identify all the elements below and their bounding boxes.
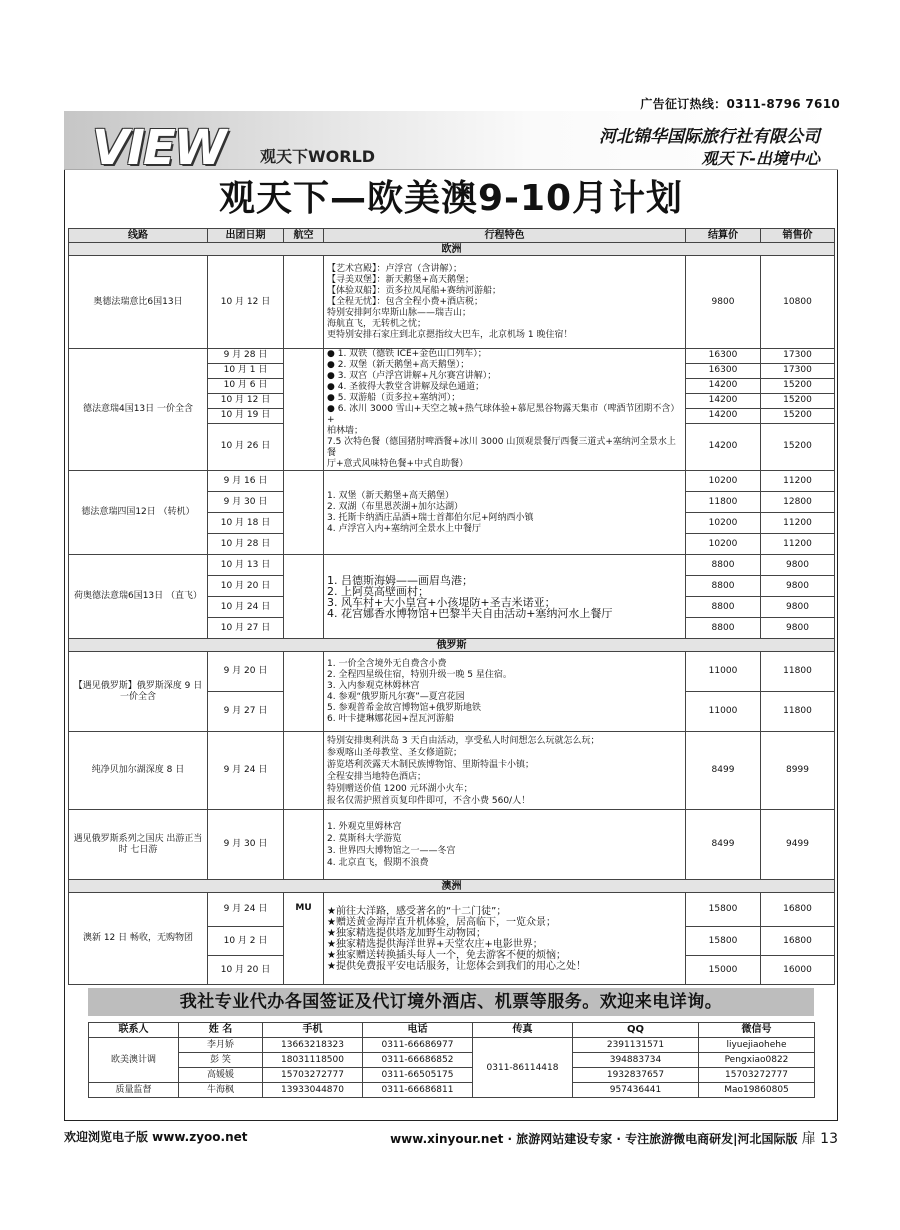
settle-price: 15800 (686, 927, 761, 956)
sale-price: 17300 (761, 349, 835, 364)
route-features: 1. 外观克里姆林宫 2. 莫斯科大学游览 3. 世界四大博物馆之一——冬宫 4. 北京直飞，假期不浪费 (324, 810, 686, 880)
sale-price: 12800 (761, 492, 835, 513)
settle-price: 8800 (686, 618, 761, 639)
tour-date: 9 月 27 日 (208, 692, 284, 732)
sale-price: 11200 (761, 513, 835, 534)
table-row (69, 732, 835, 810)
airline-cell (284, 256, 324, 349)
settle-price: 14200 (686, 378, 761, 393)
settle-price: 10200 (686, 534, 761, 555)
settle-price: 8800 (686, 597, 761, 618)
tour-date: 9 月 24 日 (208, 732, 284, 810)
route-features: ★前往大洋路，感受著名的“十二门徒”； ★赠送黄金海岸直升机体验，居高临下，一览众景； ★独家精选提供塔龙加野生动物园； ★独家精选提供海洋世界+天堂农庄+电影世界； ★独家赠送转换插头每人一个，免去游客不便的烦恼； ★提供免费报平安电话服务，让您体会到我们的用心之处！ (324, 893, 686, 985)
tour-date: 9 月 20 日 (208, 652, 284, 692)
contact-qq: 394883734 (573, 1053, 699, 1068)
sale-price: 11800 (761, 692, 835, 732)
contact-phone[interactable]: 0311-66686811 (363, 1083, 473, 1098)
footer-tagline-text[interactable]: www.xinyour.net · 旅游网站建设专家 · 专注旅游微电商研发|河北国际版 (390, 1132, 798, 1146)
airline-cell (284, 810, 324, 880)
settle-price: 14200 (686, 423, 761, 470)
sale-price: 9800 (761, 618, 835, 639)
airline-mu: MU (284, 893, 324, 985)
sale-price: 9800 (761, 555, 835, 576)
contact-name: 牛海枫 (179, 1083, 263, 1098)
tour-date: 10 月 24 日 (208, 597, 284, 618)
sale-price: 9800 (761, 576, 835, 597)
settle-price: 9800 (686, 256, 761, 349)
settle-price: 8499 (686, 810, 761, 880)
sale-price: 15200 (761, 378, 835, 393)
sale-price: 16000 (761, 956, 835, 985)
tour-date: 10 月 20 日 (208, 956, 284, 985)
route-name: 澳新 12 日 畅收，无购物团 (69, 893, 208, 985)
tour-date: 10 月 1 日 (208, 363, 284, 378)
contact-row (89, 1068, 815, 1083)
contact-wechat: Mao19860805 (699, 1083, 815, 1098)
tour-date: 10 月 2 日 (208, 927, 284, 956)
table-header-row (69, 229, 835, 243)
sale-price: 16800 (761, 893, 835, 927)
settle-price: 16300 (686, 349, 761, 364)
tour-date: 10 月 20 日 (208, 576, 284, 597)
contact-fax: 0311-86114418 (473, 1038, 573, 1098)
route-features: 特别安排奥利洪岛 3 天自由活动，享受私人时间想怎么玩就怎么玩； 参观喀山圣母教堂、圣女修道院； 游览塔利茨露天木制民族博物馆、里斯特温卡小镇； 全程安排当地特色酒店； 特别赠送价值 1200 元环湖小火车； 报名仅需护照首页复印件即可，不含小费 560/人！ (324, 732, 686, 810)
route-name: 【遇见俄罗斯】俄罗斯深度 9 日一价全含 (69, 652, 208, 732)
airline-cell (284, 732, 324, 810)
settle-price: 11000 (686, 692, 761, 732)
contact-row (89, 1053, 815, 1068)
settle-price: 11800 (686, 492, 761, 513)
logo-subtitle: 观天下WORLD (260, 147, 376, 166)
contact-phone[interactable]: 0311-66686977 (363, 1038, 473, 1053)
supervisor-label: 质量监督 (89, 1083, 179, 1098)
ad-hotline: 广告征订热线：0311-8796 7610 (640, 97, 840, 111)
settle-price: 8800 (686, 576, 761, 597)
contact-name: 李月娇 (179, 1038, 263, 1053)
table-row (69, 555, 835, 576)
tour-date: 9 月 30 日 (208, 492, 284, 513)
table-row (69, 893, 835, 927)
settle-price: 8499 (686, 732, 761, 810)
settle-price: 14200 (686, 393, 761, 408)
sale-price: 16800 (761, 927, 835, 956)
tour-date: 10 月 12 日 (208, 256, 284, 349)
sale-price: 17300 (761, 363, 835, 378)
table-row (69, 471, 835, 492)
col-sale-price: 销售价 (761, 229, 835, 243)
airline-cell (284, 652, 324, 732)
col-settle-price: 结算价 (686, 229, 761, 243)
table-row (69, 256, 835, 349)
contact-table (88, 1022, 815, 1098)
contact-qq: 1932837657 (573, 1068, 699, 1083)
route-features: ● 1. 双铁（德铁 ICE+金色山口列车）； ● 2. 双堡（新天鹅堡+高天鹅堡）； ● 3. 双宫（卢浮宫讲解+凡尔赛宫讲解）； ● 4. 圣彼得大教堂含讲解及绿色通道； ● 5. 双游船（贡多拉+塞纳河）； ● 6. 冰川 3000 雪山+天空之城+热气球体验+慕尼黑谷物露天集市（啤酒节团期不含）+ 柏林墙； 7.5 次特色餐（德国猪肘啤酒餐+冰川 3000 山顶观景餐厅西餐三道式+塞纳河全景水上餐 厅+意式风味特色餐+中式自助餐） (324, 349, 686, 471)
contact-mobile[interactable]: 15703272777 (263, 1068, 363, 1083)
tour-date: 10 月 28 日 (208, 534, 284, 555)
contact-header-row: 联系人 姓 名 手机 电话 传真 QQ 微信号 (89, 1023, 815, 1038)
route-name: 奥德法瑞意比6国13日 (69, 256, 208, 349)
settle-price: 8800 (686, 555, 761, 576)
contact-phone[interactable]: 0311-66686852 (363, 1053, 473, 1068)
table-row (69, 349, 835, 364)
tour-date: 10 月 13 日 (208, 555, 284, 576)
route-features: 1. 双堡（新天鹅堡+高天鹅堡） 2. 双湖（布里恩茨湖+加尔达湖） 3. 托斯卡纳酒庄品酒+瑞士首都伯尔尼+阿纳西小镇 4. 卢浮宫入内+塞纳河全景水上中餐厅 (324, 471, 686, 555)
department-name: 观天下-出境中心 (701, 149, 820, 168)
route-features: 【艺术宫殿】：卢浮宫（含讲解）； 【寻美双堡】：新天鹅堡+高天鹅堡； 【体验双船】：贡多拉凤尾船+赛纳河游船； 【全程无忧】：包含全程小费+酒店税； 特别安排阿尔卑斯山脉——瑞吉山； 海航直飞，无转机之忧； 更特别安排石家庄到北京摁指纹大巴车，北京机场 1 晚住宿！ (324, 256, 686, 349)
page-title: 观天下—欧美澳9-10月计划 (218, 178, 684, 219)
service-slogan: 我社专业代办各国签证及代订境外酒店、机票等服务。欢迎来电详询。 (88, 988, 814, 1016)
contact-name: 高媛媛 (179, 1068, 263, 1083)
tour-plan-table (68, 228, 835, 985)
settle-price: 16300 (686, 363, 761, 378)
contact-mobile[interactable]: 18031118500 (263, 1053, 363, 1068)
contact-wechat: Pengxiao0822 (699, 1053, 815, 1068)
contact-name: 彭 笑 (179, 1053, 263, 1068)
route-name: 德法意瑞四国12日 （转机） (69, 471, 208, 555)
section-russia: 俄罗斯 (69, 639, 835, 652)
contact-wechat: liyuejiaohehe (699, 1038, 815, 1053)
contact-row (89, 1038, 815, 1053)
contact-mobile[interactable]: 13663218323 (263, 1038, 363, 1053)
contact-mobile[interactable]: 13933044870 (263, 1083, 363, 1098)
settle-price: 10200 (686, 513, 761, 534)
contact-group-label: 欧美澳计调 (89, 1038, 179, 1083)
tour-date: 9 月 16 日 (208, 471, 284, 492)
tour-date: 10 月 18 日 (208, 513, 284, 534)
tour-date: 10 月 19 日 (208, 408, 284, 423)
footer-tagline (360, 1128, 838, 1148)
route-name: 纯净贝加尔湖深度 8 日 (69, 732, 208, 810)
contact-qq: 957436441 (573, 1083, 699, 1098)
contact-row (89, 1083, 815, 1098)
tour-date: 10 月 26 日 (208, 423, 284, 470)
route-name: 荷奥德法意瑞6国13日 （直飞） (69, 555, 208, 639)
settle-price: 15800 (686, 893, 761, 927)
table-row (69, 810, 835, 880)
sale-price: 11200 (761, 534, 835, 555)
settle-price: 14200 (686, 408, 761, 423)
route-name: 遇见俄罗斯系列之国庆 出游正当时 七日游 (69, 810, 208, 880)
section-europe: 欧洲 (69, 243, 835, 256)
sale-price: 10800 (761, 256, 835, 349)
route-name: 德法意瑞4国13日 一价全含 (69, 349, 208, 471)
sale-price: 11200 (761, 471, 835, 492)
sale-price: 15200 (761, 393, 835, 408)
route-features: 1. 一价全含境外无自费含小费 2. 全程四星级住宿，特别升级一晚 5 星住宿。 3. 入内参观克林姆林宫 4. 参观“俄罗斯凡尔赛”—夏宫花园 5. 参观普希金故宫博物馆+俄罗斯地铁 6. 叶卡捷琳娜花园+涅瓦河游船 (324, 652, 686, 732)
sale-price: 9800 (761, 597, 835, 618)
settle-price: 11000 (686, 652, 761, 692)
airline-cell (284, 471, 324, 555)
airline-cell (284, 349, 324, 471)
sale-price: 9499 (761, 810, 835, 880)
tour-date: 9 月 28 日 (208, 349, 284, 364)
sale-price: 15200 (761, 423, 835, 470)
settle-price: 15000 (686, 956, 761, 985)
page-number: 扉 13 (801, 1131, 838, 1147)
footer-website[interactable]: 欢迎浏览电子版 www.zyoo.net (64, 1130, 248, 1144)
company-name: 河北锦华国际旅行社有限公司 (599, 127, 820, 147)
col-route: 线路 (69, 229, 208, 243)
route-features: 1. 吕德斯海姆——画眉鸟港； 2. 上阿莫高壁画村； 3. 风车村+大小皇宫+小孩堤防+圣吉米诺亚； 4. 花宫娜香水博物馆+巴黎半天自由活动+塞纳河水上餐厅 (324, 555, 686, 639)
section-australia: 澳洲 (69, 880, 835, 893)
tour-date: 10 月 12 日 (208, 393, 284, 408)
airline-cell (284, 555, 324, 639)
table-row (69, 652, 835, 692)
sale-price: 15200 (761, 408, 835, 423)
sale-price: 8999 (761, 732, 835, 810)
contact-qq: 2391131571 (573, 1038, 699, 1053)
tour-date: 10 月 6 日 (208, 378, 284, 393)
tour-date: 9 月 24 日 (208, 893, 284, 927)
col-features: 行程特色 (324, 229, 686, 243)
col-airline: 航空 (284, 229, 324, 243)
tour-date: 10 月 27 日 (208, 618, 284, 639)
tour-date: 9 月 30 日 (208, 810, 284, 880)
contact-phone[interactable]: 0311-66505175 (363, 1068, 473, 1083)
col-date: 出团日期 (208, 229, 284, 243)
sale-price: 11800 (761, 652, 835, 692)
logo-view: VIEW (92, 120, 225, 176)
settle-price: 10200 (686, 471, 761, 492)
contact-wechat: 15703272777 (699, 1068, 815, 1083)
